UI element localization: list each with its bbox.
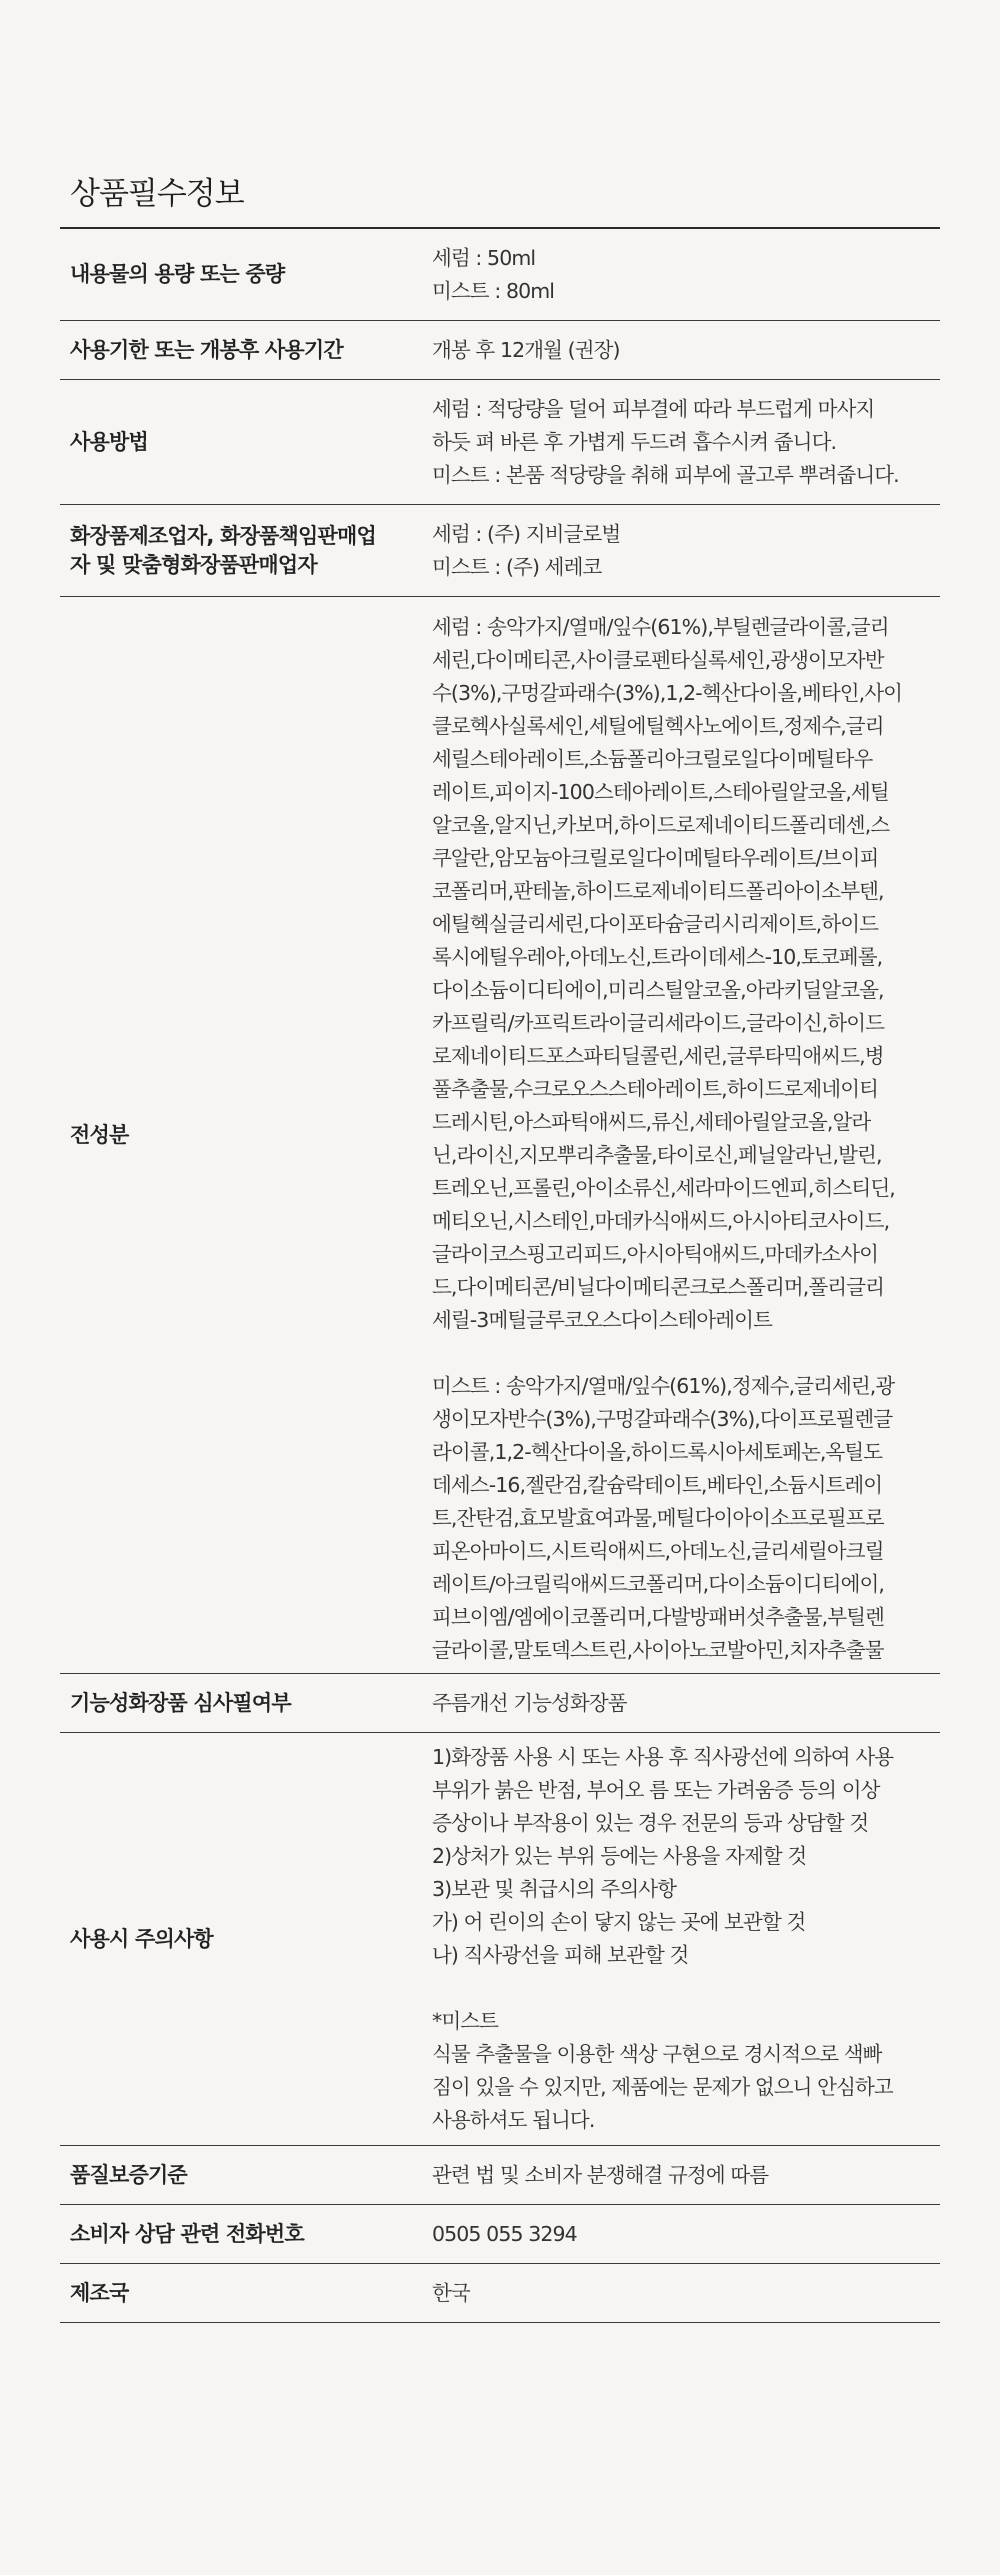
row-value: 세럼 : (주) 지비글로벌 미스트 : (주) 세레코 (432, 521, 621, 579)
ingredients-serum: 세럼 : 송악가지/열매/잎수(61%),부틸렌글라이콜,글리 세린,다이메티콘,사이클로펜타실록세인,광생이모자반 수(3%),구멍갈파래수(3%),1,2-헥산다이올,베타인,사이 클로헥사실록세인,세틸에틸헥사노에이트,정제수,글리 세릴스테아레이트,소듐폴리아크릴로일다이메틸타우 레이트,피이지-100스테아레이트,스테아릴알코올,세틸 알코올,알지닌,카보머,하이드로제네이티드폴리데센,스 쿠알란,암모늄아크릴로일다이메틸타우레이트/브이피 코폴리머,판테놀,하이드로제네이티드폴리아이소부텐, 에틸헥실글리세린,다이포타슘글리시리제이트,하이드 록시에틸우레아,아데노신,트라이데세스-10,토코페롤, 다이소듐이디티에이,미리스틸알코올,아라키딜알코올, 카프릴릭/카프릭트라이글리세라이드,글라이신,하이드 로제네이티드포스파티딜콜린,세린,글루타믹애씨드,병 풀추출물,수크로오스스테아레이트,하이드로제네이티 드레시틴,아스파틱애씨드,류신,세테아릴알코올,알라 닌,라이신,지모뿌리추출물,타이로신,페닐알라닌,발린, 트레오닌,프롤린,아이소류신,세라마이드엔피,히스티딘, 메티오닌,시스테인,마데카식애씨드,아시아티코사이드, 글라이코스핑고리피드,아시아틱애씨드,마데카소사이 드,다이메티콘/비닐다이메티콘크로스폴리머,폴리글리 세릴-3메틸글루코오스다이스테아레이트 (432, 615, 903, 1332)
row-label: 제조국 (70, 2280, 129, 2305)
row-value (432, 597, 940, 1673)
row-label: 사용시 주의사항 (70, 1926, 213, 1951)
precautions-mist: *미스트 식물 추출물을 이용한 색상 구현으로 경시적으로 색빠 짐이 있을 수 있지만, 제품에는 문제가 없으니 안심하고 사용하셔도 됩니다. (432, 2009, 893, 2132)
row-label: 품질보증기준 (70, 2162, 187, 2187)
table-row-precautions (60, 1733, 940, 2146)
page-title: 상품필수정보 (70, 176, 244, 212)
precautions-main: 1)화장품 사용 시 또는 사용 후 직사광선에 의하여 사용 부위가 붉은 반점, 부어오 름 또는 가려움증 등의 이상 증상이나 부작용이 있는 경우 전문의 등과 상담할 것 2)상처가 있는 부위 등에는 사용을 자제할 것 3)보관 및 취급시의 주의사항 가) 어 린이의 손이 닿지 않는 곳에 보관할 것 나) 직사광선을 피해 보관할 것 (432, 1745, 894, 1967)
table-row-manufacturer (60, 505, 940, 597)
table-row-ingredients (60, 597, 940, 1674)
row-label: 사용기한 또는 개봉후 사용기간 (70, 337, 343, 362)
table-row-capacity (60, 229, 940, 321)
row-value: 세럼 : 적당량을 덜어 피부결에 따라 부드럽게 마사지 하듯 펴 바른 후 가볍게 두드려 흡수시켜 줍니다. 미스트 : 본품 적당량을 취해 피부에 골고루 뿌려줍니다. (432, 396, 899, 487)
product-info-table (60, 227, 940, 2323)
row-label: 사용방법 (70, 429, 148, 454)
table-row-functional (60, 1674, 940, 1733)
row-value: 주름개선 기능성화장품 (432, 1690, 627, 1715)
row-label: 기능성화장품 심사필여부 (70, 1690, 291, 1715)
row-value: 관련 법 및 소비자 분쟁해결 규정에 따름 (432, 2162, 769, 2187)
row-label: 소비자 상담 관련 전화번호 (70, 2221, 304, 2246)
row-value: 개봉 후 12개월 (권장) (432, 337, 620, 362)
table-row-country (60, 2264, 940, 2323)
row-value (432, 1733, 940, 2145)
row-label: 내용물의 용량 또는 중량 (70, 262, 285, 286)
row-label: 화장품제조업자, 화장품책임판매업 자 및 맞춤형화장품판매업자 (70, 523, 376, 577)
row-value: 세럼 : 50ml 미스트 : 80ml (432, 245, 555, 303)
table-row-phone (60, 2205, 940, 2264)
table-row-usage (60, 380, 940, 505)
row-value: 한국 (432, 2280, 470, 2305)
row-value: 0505 055 3294 (432, 2221, 577, 2246)
table-row-expiry (60, 321, 940, 380)
table-row-quality (60, 2146, 940, 2205)
row-label: 전성분 (70, 1122, 129, 1147)
ingredients-mist: 미스트 : 송악가지/열매/잎수(61%),정제수,글리세린,광 생이모자반수(3%),구멍갈파래수(3%),다이프로필렌글 라이콜,1,2-헥산다이올,하이드록시아세토페논,옥틸도 데세스-16,젤란검,칼슘락테이트,베타인,소듐시트레이 트,잔탄검,효모발효여과물,메틸다이아이소프로필프로 피온아마이드,시트릭애씨드,아데노신,글리세릴아크릴 레이트/아크릴릭애씨드코폴리머,다이소듐이디티에이, 피브이엠/엠에이코폴리머,다발방패버섯추출물,부틸렌 글라이콜,말토덱스트린,사이아노코발아민,치자추출물 (432, 1374, 895, 1662)
